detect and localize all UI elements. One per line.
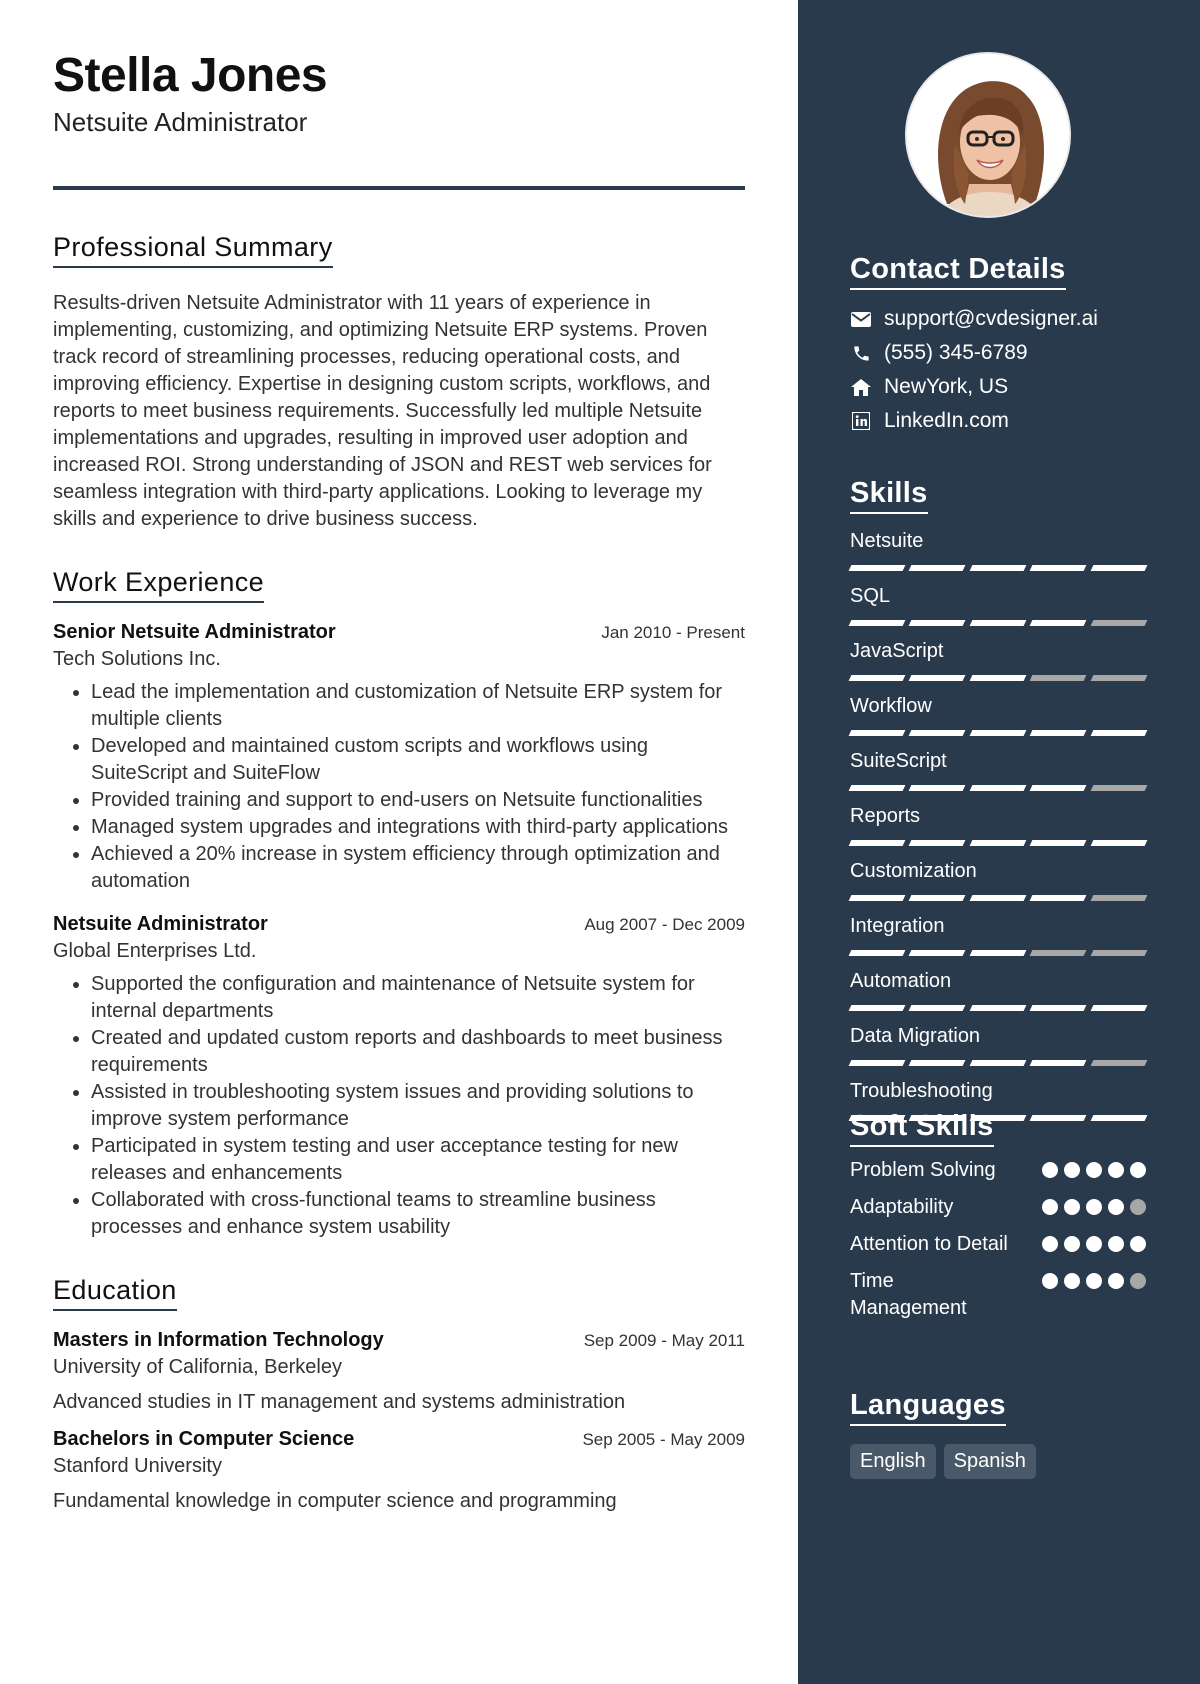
job-title: Netsuite Administrator bbox=[53, 912, 268, 935]
experience-section bbox=[53, 567, 745, 1241]
job-company: Global Enterprises Ltd. bbox=[53, 939, 257, 962]
soft-skill-item bbox=[850, 1194, 1146, 1221]
rating-dot-filled bbox=[1108, 1162, 1124, 1178]
skills-section bbox=[850, 477, 1146, 1121]
skill-segment-filled bbox=[1030, 785, 1087, 791]
skills-heading: Skills bbox=[850, 477, 928, 514]
skill-name: Netsuite bbox=[850, 530, 924, 552]
bullet-item: • Developed and maintained custom scripts and workflows using SuiteScript and SuiteFlow bbox=[91, 733, 745, 787]
skill-segment-filled bbox=[909, 565, 966, 571]
rating-dot-filled bbox=[1064, 1162, 1080, 1178]
skill-segment-filled bbox=[969, 675, 1026, 681]
skill-level-bar bbox=[850, 840, 1146, 846]
summary-section bbox=[53, 232, 745, 533]
skill-segment-filled bbox=[909, 1060, 966, 1066]
bullet-item: • Collaborated with cross-functional teams to streamline business processes and enhance system usability bbox=[91, 1187, 745, 1241]
skill-item bbox=[850, 585, 1146, 626]
soft-skill-name: Attention to Detail bbox=[850, 1233, 1008, 1255]
skill-level-bar bbox=[850, 1060, 1146, 1066]
skill-segment-filled bbox=[909, 950, 966, 956]
rating-dot-filled bbox=[1042, 1162, 1058, 1178]
skill-segment-filled bbox=[969, 785, 1026, 791]
skill-segment-empty bbox=[1090, 950, 1147, 956]
skill-segment-filled bbox=[969, 620, 1026, 626]
main-column bbox=[53, 50, 745, 1513]
avatar-illustration bbox=[907, 54, 1071, 218]
job-company: Tech Solutions Inc. bbox=[53, 647, 221, 670]
skill-segment-filled bbox=[849, 950, 906, 956]
envelope-icon bbox=[850, 308, 872, 330]
job-entry bbox=[53, 913, 745, 1241]
rating-dot-filled bbox=[1064, 1236, 1080, 1252]
skill-name: Integration bbox=[850, 915, 945, 937]
skill-segment-filled bbox=[969, 1005, 1026, 1011]
skill-name: SuiteScript bbox=[850, 750, 947, 772]
skill-level-bar bbox=[850, 1005, 1146, 1011]
email-text: support@cvdesigner.ai bbox=[884, 307, 1098, 330]
rating-dot-filled bbox=[1130, 1236, 1146, 1252]
soft-skill-item bbox=[850, 1268, 1146, 1322]
skill-item bbox=[850, 640, 1146, 681]
soft-skill-rating bbox=[1042, 1162, 1146, 1178]
languages-heading: Languages bbox=[850, 1389, 1006, 1426]
skill-segment-filled bbox=[909, 620, 966, 626]
skill-segment-filled bbox=[849, 565, 906, 571]
skill-segment-filled bbox=[969, 895, 1026, 901]
soft-skill-rating bbox=[1042, 1199, 1146, 1215]
linkedin-icon bbox=[850, 410, 872, 432]
rating-dot-filled bbox=[1064, 1273, 1080, 1289]
phone-icon bbox=[850, 342, 872, 364]
education-dates: Sep 2005 - May 2009 bbox=[582, 1429, 745, 1449]
rating-dot-filled bbox=[1108, 1236, 1124, 1252]
rating-dot-filled bbox=[1042, 1199, 1058, 1215]
candidate-title: Netsuite Administrator bbox=[53, 106, 308, 137]
skill-name: Data Migration bbox=[850, 1025, 981, 1047]
skill-name: JavaScript bbox=[850, 640, 944, 662]
skill-segment-filled bbox=[969, 565, 1026, 571]
soft-skill-name: Time Management bbox=[850, 1270, 967, 1319]
header-divider bbox=[53, 186, 745, 190]
soft-skill-item bbox=[850, 1157, 1146, 1184]
education-entry bbox=[53, 1329, 745, 1414]
sidebar bbox=[798, 0, 1200, 1684]
job-entry bbox=[53, 621, 745, 895]
skill-segment-filled bbox=[849, 675, 906, 681]
skill-segment-filled bbox=[849, 785, 906, 791]
contact-heading: Contact Details bbox=[850, 253, 1066, 290]
skill-segment-filled bbox=[1090, 1005, 1147, 1011]
skill-level-bar bbox=[850, 565, 1146, 571]
home-icon bbox=[850, 376, 872, 398]
skill-item bbox=[850, 530, 1146, 571]
skill-name: Customization bbox=[850, 860, 977, 882]
school-name: Stanford University bbox=[53, 1454, 222, 1477]
school-name: University of California, Berkeley bbox=[53, 1355, 342, 1378]
rating-dot-filled bbox=[1064, 1199, 1080, 1215]
skill-segment-empty bbox=[1030, 675, 1087, 681]
rating-dot-filled bbox=[1086, 1236, 1102, 1252]
skill-segment-filled bbox=[849, 1005, 906, 1011]
skill-segment-empty bbox=[1090, 1060, 1147, 1066]
rating-dot-filled bbox=[1086, 1162, 1102, 1178]
soft-skill-name: Adaptability bbox=[850, 1196, 954, 1218]
bullet-item: • Provided training and support to end-users on Netsuite functionalities bbox=[91, 787, 745, 814]
skill-name: SQL bbox=[850, 585, 891, 607]
bullet-item: • Lead the implementation and customization of Netsuite ERP system for multiple clients bbox=[91, 679, 745, 733]
skill-item bbox=[850, 805, 1146, 846]
linkedin-text: LinkedIn.com bbox=[884, 409, 1009, 432]
skill-item bbox=[850, 750, 1146, 791]
degree-title: Masters in Information Technology bbox=[53, 1328, 384, 1351]
language-chip: English bbox=[850, 1444, 936, 1479]
skill-segment-filled bbox=[1030, 840, 1087, 846]
languages-list bbox=[850, 1444, 1146, 1479]
skill-name: Reports bbox=[850, 805, 921, 827]
profile-photo bbox=[905, 52, 1071, 218]
skill-segment-empty bbox=[1090, 895, 1147, 901]
skill-name: Troubleshooting bbox=[850, 1080, 993, 1102]
contact-location bbox=[850, 376, 1146, 398]
bullet-item: • Achieved a 20% increase in system efficiency through optimization and automation bbox=[91, 841, 745, 895]
skill-segment-filled bbox=[909, 1005, 966, 1011]
skill-segment-filled bbox=[1090, 565, 1147, 571]
job-dates: Aug 2007 - Dec 2009 bbox=[584, 914, 745, 934]
skill-segment-empty bbox=[1090, 675, 1147, 681]
bullet-item: • Created and updated custom reports and dashboards to meet business requirements bbox=[91, 1025, 745, 1079]
job-title: Senior Netsuite Administrator bbox=[53, 620, 336, 643]
contact-phone[interactable] bbox=[850, 342, 1146, 364]
skill-segment-filled bbox=[1030, 620, 1087, 626]
skill-segment-filled bbox=[969, 840, 1026, 846]
education-entry bbox=[53, 1428, 745, 1513]
rating-dot-filled bbox=[1086, 1199, 1102, 1215]
rating-dot-filled bbox=[1042, 1273, 1058, 1289]
education-section bbox=[53, 1275, 745, 1513]
rating-dot-empty bbox=[1130, 1199, 1146, 1215]
skill-segment-filled bbox=[849, 730, 906, 736]
skill-segment-filled bbox=[849, 840, 906, 846]
location-text: NewYork, US bbox=[884, 375, 1009, 398]
skill-item bbox=[850, 860, 1146, 901]
bullet-item: • Participated in system testing and user acceptance testing for new releases and enhancements bbox=[91, 1133, 745, 1187]
skill-segment-filled bbox=[1030, 730, 1087, 736]
bullet-item: • Managed system upgrades and integrations with third-party applications bbox=[91, 814, 745, 841]
rating-dot-filled bbox=[1108, 1273, 1124, 1289]
soft-skills-list bbox=[850, 1157, 1146, 1322]
skill-item bbox=[850, 970, 1146, 1011]
skill-level-bar bbox=[850, 785, 1146, 791]
skill-segment-filled bbox=[909, 840, 966, 846]
skill-segment-filled bbox=[849, 895, 906, 901]
skill-segment-filled bbox=[1090, 840, 1147, 846]
contact-email[interactable] bbox=[850, 308, 1146, 330]
rating-dot-filled bbox=[1108, 1199, 1124, 1215]
soft-skills-heading: Soft Skills bbox=[850, 1110, 994, 1147]
candidate-name: Stella Jones bbox=[53, 49, 328, 102]
rating-dot-filled bbox=[1086, 1273, 1102, 1289]
skill-level-bar bbox=[850, 675, 1146, 681]
skill-level-bar bbox=[850, 950, 1146, 956]
skill-segment-filled bbox=[1030, 895, 1087, 901]
soft-skill-name: Problem Solving bbox=[850, 1159, 996, 1181]
soft-skills-section bbox=[850, 1110, 1146, 1322]
degree-title: Bachelors in Computer Science bbox=[53, 1427, 355, 1450]
skill-level-bar bbox=[850, 895, 1146, 901]
soft-skill-item bbox=[850, 1231, 1146, 1258]
phone-text: (555) 345-6789 bbox=[884, 341, 1028, 364]
education-dates: Sep 2009 - May 2011 bbox=[583, 1330, 745, 1350]
job-dates: Jan 2010 - Present bbox=[601, 622, 745, 642]
skill-segment-filled bbox=[1030, 1060, 1087, 1066]
contact-section bbox=[850, 253, 1146, 432]
experience-heading: Work Experience bbox=[53, 567, 264, 603]
skill-segment-filled bbox=[849, 620, 906, 626]
skill-segment-filled bbox=[849, 1060, 906, 1066]
soft-skill-rating bbox=[1042, 1273, 1146, 1289]
skill-segment-filled bbox=[909, 895, 966, 901]
skill-segment-filled bbox=[1090, 730, 1147, 736]
skill-segment-empty bbox=[1030, 950, 1087, 956]
skill-segment-filled bbox=[909, 675, 966, 681]
rating-dot-filled bbox=[1130, 1162, 1146, 1178]
skill-segment-filled bbox=[909, 730, 966, 736]
skill-item bbox=[850, 695, 1146, 736]
skill-segment-empty bbox=[1090, 620, 1147, 626]
rating-dot-filled bbox=[1042, 1236, 1058, 1252]
skill-item bbox=[850, 1025, 1146, 1066]
skill-segment-filled bbox=[969, 730, 1026, 736]
skills-list bbox=[850, 530, 1146, 1121]
rating-dot-empty bbox=[1130, 1273, 1146, 1289]
education-description: Fundamental knowledge in computer science and programming bbox=[53, 1489, 617, 1512]
bullet-item: • Supported the configuration and maintenance of Netsuite system for internal departments bbox=[91, 971, 745, 1025]
skill-level-bar bbox=[850, 730, 1146, 736]
contact-linkedin[interactable] bbox=[850, 410, 1146, 432]
education-heading: Education bbox=[53, 1275, 177, 1311]
skill-level-bar bbox=[850, 620, 1146, 626]
skill-item bbox=[850, 915, 1146, 956]
skill-segment-filled bbox=[969, 950, 1026, 956]
skill-segment-empty bbox=[1090, 785, 1147, 791]
skill-segment-filled bbox=[969, 1060, 1026, 1066]
job-bullets bbox=[53, 971, 745, 1241]
education-description: Advanced studies in IT management and systems administration bbox=[53, 1390, 626, 1413]
soft-skill-rating bbox=[1042, 1236, 1146, 1252]
skill-segment-filled bbox=[1030, 1005, 1087, 1011]
bullet-item: • Assisted in troubleshooting system issues and providing solutions to improve system performance bbox=[91, 1079, 745, 1133]
summary-text: Results-driven Netsuite Administrator with 11 years of experience in implementing, customizing, and optimizing Netsuite ERP systems. Proven track record of streamlining processes, reducing operational costs, and improving efficiency. Expertise in designing custom scripts, workflows, and reports to meet business requirements. Successfully led multiple Netsuite implementations and upgrades, resulting in improved user adoption and increased ROI. Strong understanding of JSON and REST web services for seamless integration with third-party applications. Looking to leverage my skills and experience to drive business success. bbox=[53, 291, 712, 530]
languages-section bbox=[850, 1389, 1146, 1479]
skill-segment-filled bbox=[909, 785, 966, 791]
job-bullets bbox=[53, 679, 745, 895]
skill-name: Workflow bbox=[850, 695, 932, 717]
language-chip: Spanish bbox=[944, 1444, 1036, 1479]
skill-segment-filled bbox=[1030, 565, 1087, 571]
skill-name: Automation bbox=[850, 970, 952, 992]
summary-heading: Professional Summary bbox=[53, 232, 333, 268]
